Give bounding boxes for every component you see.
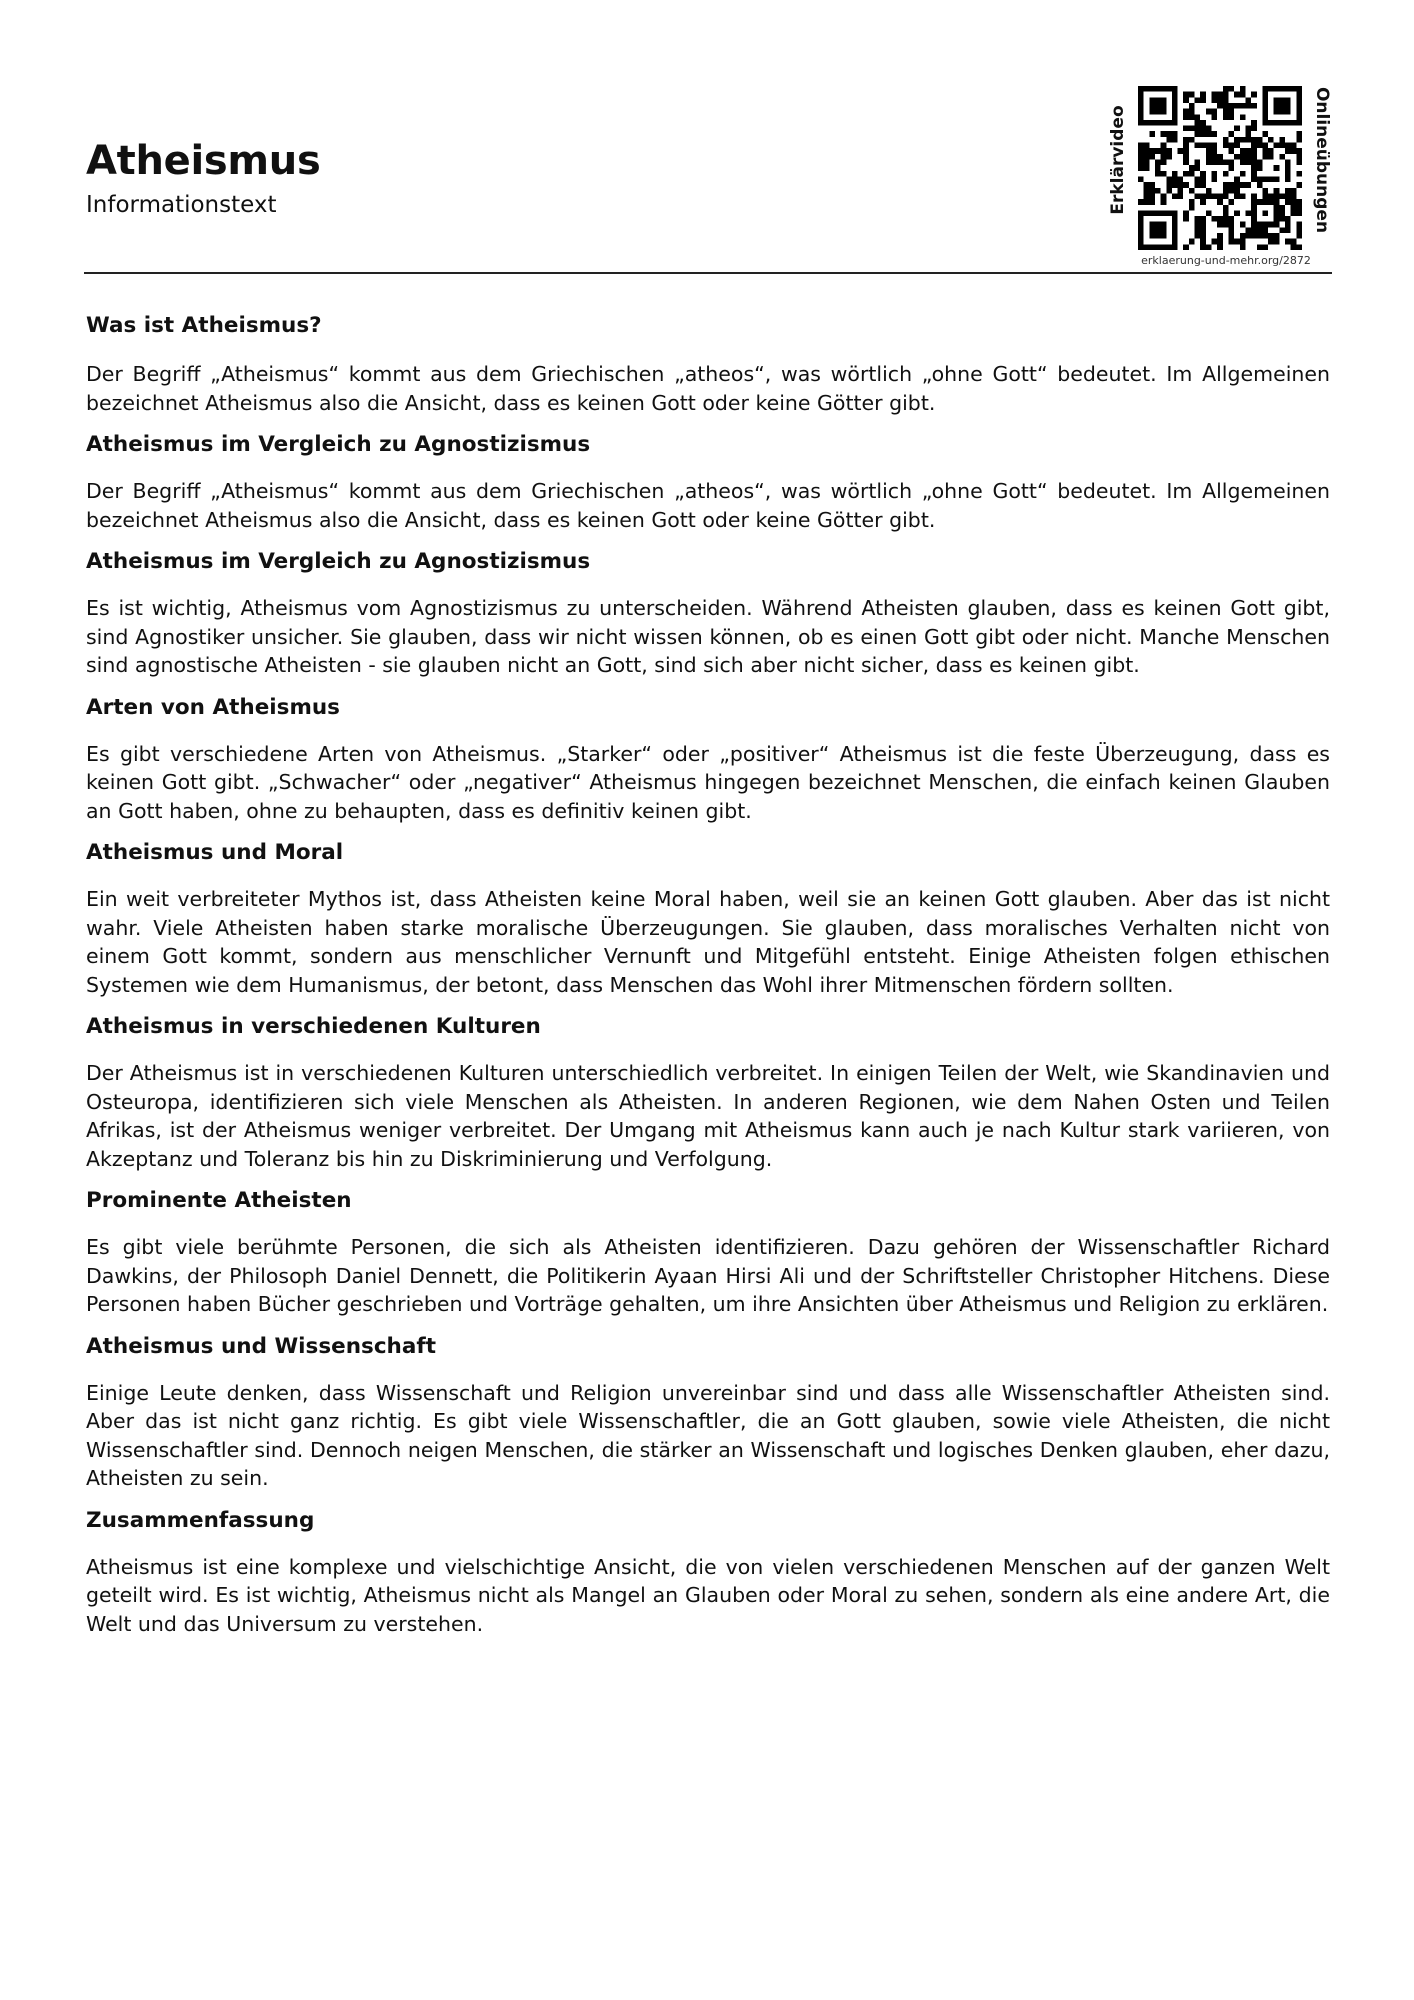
section-text: Es gibt viele berühmte Personen, die sich als Atheisten identifizieren. Dazu gehören der Wissenschaftler Richard Dawkins, der Philosoph Daniel Dennett, die Politikerin Ayaan Hirsi Ali und der Schriftsteller Christopher Hitchens. Diese Personen haben Bücher geschrieben und Vorträge gehalten, um ihre Ansichten über Atheismus und Religion zu erklären. bbox=[86, 1235, 1330, 1316]
qr-code-icon[interactable] bbox=[1138, 86, 1302, 250]
section-heading: Arten von Atheismus bbox=[86, 694, 340, 720]
section-heading: Prominente Atheisten bbox=[86, 1188, 352, 1213]
header-divider bbox=[84, 272, 1332, 274]
article-body bbox=[86, 312, 1330, 1652]
section-heading: Atheismus im Vergleich zu Agnostizismus bbox=[86, 432, 591, 457]
section-vergleich-agnostizismus-1 bbox=[86, 431, 1330, 534]
section-zusammenfassung bbox=[86, 1507, 1330, 1639]
section-heading: Atheismus und Wissenschaft bbox=[86, 1333, 437, 1359]
section-wissenschaft bbox=[86, 1333, 1330, 1493]
section-text: Atheismus ist eine komplexe und vielschichtige Ansicht, die von vielen verschiedenen Menschen auf der ganzen Welt geteilt wird. Es ist wichtig, Atheismus nicht als Mangel an Glauben oder Moral zu sehen, sondern als eine andere Art, die Welt und das Universum zu verstehen. bbox=[86, 1554, 1330, 1636]
section-heading: Atheismus und Moral bbox=[86, 840, 344, 865]
qr-label-exercises: Onlineübungen bbox=[1312, 86, 1332, 234]
section-was-ist-atheismus bbox=[86, 312, 1330, 417]
qr-url-text[interactable]: erklaerung-und-mehr.org/2872 bbox=[1141, 254, 1311, 267]
section-heading: Zusammenfassung bbox=[86, 1507, 315, 1533]
section-moral bbox=[86, 839, 1330, 999]
section-text: Der Begriff „Atheismus“ kommt aus dem Griechischen „atheos“, was wörtlich „ohne Gott“ bedeutet. Im Allgemeinen bezeichnet Atheismus also die Ansicht, dass es keinen Gott oder keine Götter gibt. bbox=[86, 479, 1330, 532]
section-text: Es ist wichtig, Atheismus vom Agnostizismus zu unterscheiden. Während Atheisten glauben, dass es keinen Gott gibt, sind Agnostiker unsicher. Sie glauben, dass wir nicht wissen können, ob es einen Gott gibt oder nicht. Manche Menschen sind agnostische Atheisten - sie glauben nicht an Gott, sind sich aber nicht sicher, dass es keinen gibt. bbox=[86, 596, 1330, 677]
section-kulturen bbox=[86, 1013, 1330, 1173]
page-subtitle: Informationstext bbox=[86, 192, 277, 218]
section-vergleich-agnostizismus-2 bbox=[86, 548, 1330, 680]
page-title: Atheismus bbox=[86, 138, 321, 184]
qr-label-video: Erklärvideo bbox=[1108, 105, 1128, 215]
section-prominente bbox=[86, 1187, 1330, 1319]
section-text: Ein weit verbreiteter Mythos ist, dass Atheisten keine Moral haben, weil sie an keinen Gott glauben. Aber das ist nicht wahr. Viele Atheisten haben starke moralische Überzeugungen. Sie glauben, dass moralisches Verhalten nicht von einem Gott kommt, sondern aus menschlicher Vernunft und Mitgefühl entsteht. Einige Atheisten folgen ethischen Systemen wie dem Humanismus, der betont, dass Menschen das Wohl ihrer Mitmenschen fördern sollten. bbox=[86, 887, 1330, 997]
section-heading: Was ist Atheismus? bbox=[86, 313, 322, 338]
section-heading: Atheismus im Vergleich zu Agnostizismus bbox=[86, 549, 591, 574]
section-heading: Atheismus in verschiedenen Kulturen bbox=[86, 1014, 541, 1039]
section-text: Einige Leute denken, dass Wissenschaft und Religion unvereinbar sind und dass alle Wissenschaftler Atheisten sind. Aber das ist nicht ganz richtig. Es gibt viele Wissenschaftler, die an Gott glauben, sowie viele Atheisten, die nicht Wissenschaftler sind. Dennoch neigen Menschen, die stärker an Wissenschaft und logisches Denken glauben, eher dazu, Atheisten zu sein. bbox=[86, 1380, 1330, 1490]
section-text: Der Begriff „Atheismus“ kommt aus dem Griechischen „atheos“, was wörtlich „ohne Gott“ bedeutet. Im Allgemeinen bezeichnet Atheismus also die Ansicht, dass es keinen Gott oder keine Götter gibt. bbox=[86, 362, 1330, 415]
section-text: Es gibt verschiedene Arten von Atheismus. „Starker“ oder „positiver“ Atheismus ist die feste Überzeugung, dass es keinen Gott gibt. „Schwacher“ oder „negativer“ Atheismus hingegen bezeichnet Menschen, die einfach keinen Glauben an Gott haben, ohne zu behaupten, dass es definitiv keinen gibt. bbox=[86, 741, 1330, 823]
section-arten bbox=[86, 694, 1330, 826]
qr-code-block bbox=[1100, 80, 1340, 272]
section-text: Der Atheismus ist in verschiedenen Kulturen unterschiedlich verbreitet. In einigen Teilen der Welt, wie Skandinavien und Osteuropa, identifizieren sich viele Menschen als Atheisten. In anderen Regionen, wie dem Nahen Osten und Teilen Afrikas, ist der Atheismus weniger verbreitet. Der Umgang mit Atheismus kann auch je nach Kultur stark variieren, von Akzeptanz und Toleranz bis hin zu Diskriminierung und Verfolgung. bbox=[86, 1061, 1330, 1171]
